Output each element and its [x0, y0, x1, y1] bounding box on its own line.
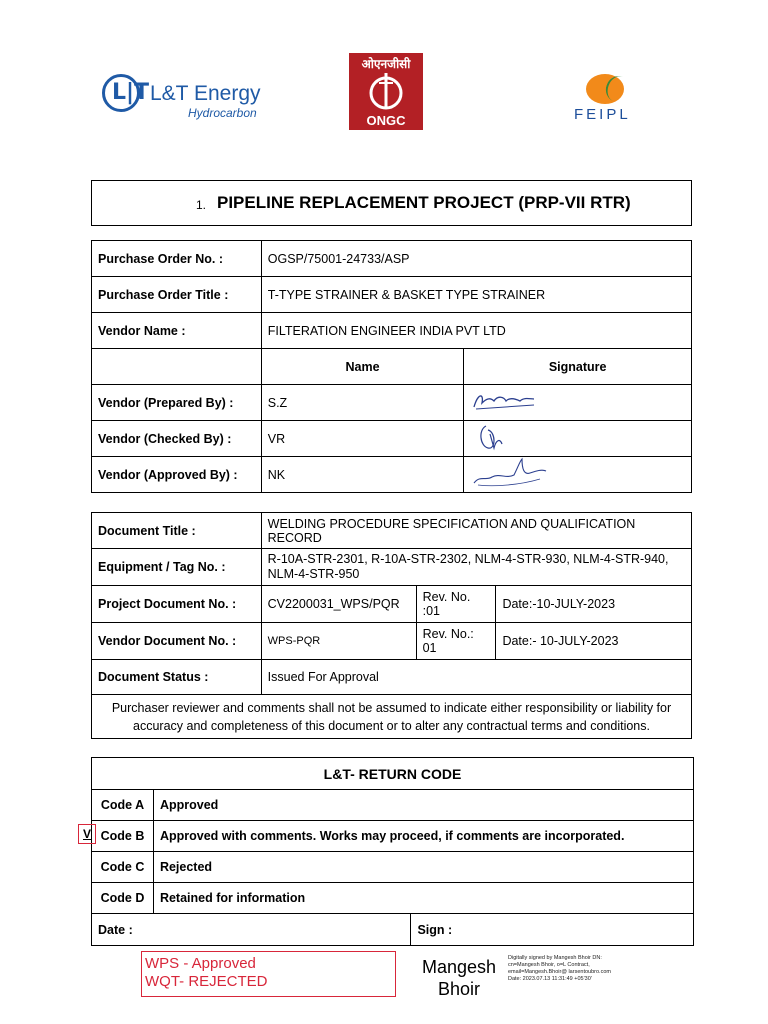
approval-stamp — [141, 951, 396, 997]
vendor-document-date: Date:- 10-JULY-2023 — [496, 623, 692, 660]
code-description: Rejected — [153, 852, 693, 883]
prepared-by-label: Vendor (Prepared By) : — [92, 385, 262, 421]
equipment-tag-value: R-10A-STR-2301, R-10A-STR-2302, NLM-4-STR-930, NLM-4-STR-940, NLM-4-STR-950 — [261, 549, 691, 586]
approved-signature — [464, 457, 692, 493]
lt-emblem-icon: L|T — [102, 74, 140, 112]
table-row — [92, 349, 692, 385]
equipment-tag-label: Equipment / Tag No. : — [92, 549, 262, 586]
prepared-by-value: S.Z — [261, 385, 464, 421]
purchase-order-table — [91, 240, 692, 493]
po-title-label: Purchase Order Title : — [92, 277, 262, 313]
table-row — [92, 821, 694, 852]
ongc-emblem-icon — [361, 71, 411, 111]
project-document-value: CV2200031_WPS/PQR — [261, 586, 416, 623]
table-row — [92, 660, 692, 695]
sign-label: Sign : — [411, 914, 694, 946]
vendor-name-value: FILTERATION ENGINEER INDIA PVT LTD — [261, 313, 691, 349]
project-number: 1. — [196, 198, 207, 212]
feipl-name: FEIPL — [574, 106, 631, 123]
table-row — [92, 695, 692, 739]
table-row — [92, 790, 694, 821]
disclaimer-text: Purchaser reviewer and comments shall not be assumed to indicate either responsibility or liability for accuracy and completeness of this document or to alter any contractual terms and conditions. — [92, 695, 692, 739]
checked-by-value: VR — [261, 421, 464, 457]
code-description: Approved — [153, 790, 693, 821]
stamp-line-1: WPS - Approved — [145, 955, 256, 972]
table-row — [92, 241, 692, 277]
return-code-table — [91, 757, 694, 946]
table-row — [92, 623, 692, 660]
ongc-logo — [349, 53, 423, 130]
vendor-document-rev: Rev. No.: 01 — [416, 623, 496, 660]
project-document-label: Project Document No. : — [92, 586, 262, 623]
checked-by-label: Vendor (Checked By) : — [92, 421, 262, 457]
prepared-signature — [464, 385, 692, 421]
table-row — [92, 457, 692, 493]
digital-signature-last-name: Bhoir — [437, 979, 481, 999]
column-header-name: Name — [261, 349, 464, 385]
signature-prepared-icon — [470, 389, 540, 413]
po-title-value: T-TYPE STRAINER & BASKET TYPE STRAINER — [261, 277, 691, 313]
digital-signature-first-name: Mangesh — [421, 957, 497, 977]
po-number-label: Purchase Order No. : — [92, 241, 262, 277]
signature-checked-icon — [470, 422, 510, 452]
code-label: Code C — [92, 852, 154, 883]
digital-signature-name — [418, 956, 500, 1000]
ongc-hindi-text: ओएनजीसी — [361, 57, 411, 71]
project-document-date: Date:-10-JULY-2023 — [496, 586, 692, 623]
code-b-check-mark: V — [78, 824, 96, 844]
signature-approved-icon — [470, 457, 550, 489]
code-label: Code D — [92, 883, 154, 914]
table-row — [92, 914, 694, 946]
code-label: Code B — [92, 821, 154, 852]
feipl-logo — [570, 72, 662, 124]
document-title-label: Document Title : — [92, 513, 262, 549]
table-row — [92, 883, 694, 914]
vendor-name-label: Vendor Name : — [92, 313, 262, 349]
table-row — [92, 513, 692, 549]
date-label: Date : — [92, 914, 411, 946]
table-row — [92, 385, 692, 421]
code-description: Retained for information — [153, 883, 693, 914]
project-document-rev: Rev. No. :01 — [416, 586, 496, 623]
document-title-value: WELDING PROCEDURE SPECIFICATION AND QUALIFICATION RECORD — [261, 513, 691, 549]
return-code-heading: L&T- RETURN CODE — [92, 758, 694, 790]
approved-by-label: Vendor (Approved By) : — [92, 457, 262, 493]
po-number-value: OGSP/75001-24733/ASP — [261, 241, 691, 277]
stamp-line-2: WQT- REJECTED — [145, 973, 268, 990]
table-row — [92, 758, 694, 790]
table-row — [92, 852, 694, 883]
document-status-value: Issued For Approval — [261, 660, 691, 695]
document-status-label: Document Status : — [92, 660, 262, 695]
checked-signature — [464, 421, 692, 457]
approved-by-value: NK — [261, 457, 464, 493]
vendor-document-value: WPS-PQR — [261, 623, 416, 660]
table-row — [92, 313, 692, 349]
column-header-signature: Signature — [464, 349, 692, 385]
table-row — [92, 421, 692, 457]
lt-logo-name: L&T Energy — [150, 82, 261, 105]
table-row — [92, 549, 692, 586]
digital-signature-details: Digitally signed by Mangesh Bhoir DN: cn=Mangesh Bhoir, o=L Contract, email=Mangesh.Bhoir@ larsentoubro.com Date: 2023.07.13 11:31:49 +05'30' — [508, 955, 611, 982]
lt-energy-logo — [92, 64, 264, 128]
project-title-box — [91, 180, 692, 226]
lt-logo-sub: Hydrocarbon — [188, 106, 257, 120]
code-description: Approved with comments. Works may proceed, if comments are incorporated. — [153, 821, 693, 852]
vendor-document-label: Vendor Document No. : — [92, 623, 262, 660]
table-row — [92, 586, 692, 623]
table-row — [92, 277, 692, 313]
code-label: Code A — [92, 790, 154, 821]
ongc-name: ONGC — [366, 113, 406, 128]
project-title: PIPELINE REPLACEMENT PROJECT (PRP-VII RTR) — [217, 193, 631, 212]
document-info-table — [91, 512, 692, 739]
